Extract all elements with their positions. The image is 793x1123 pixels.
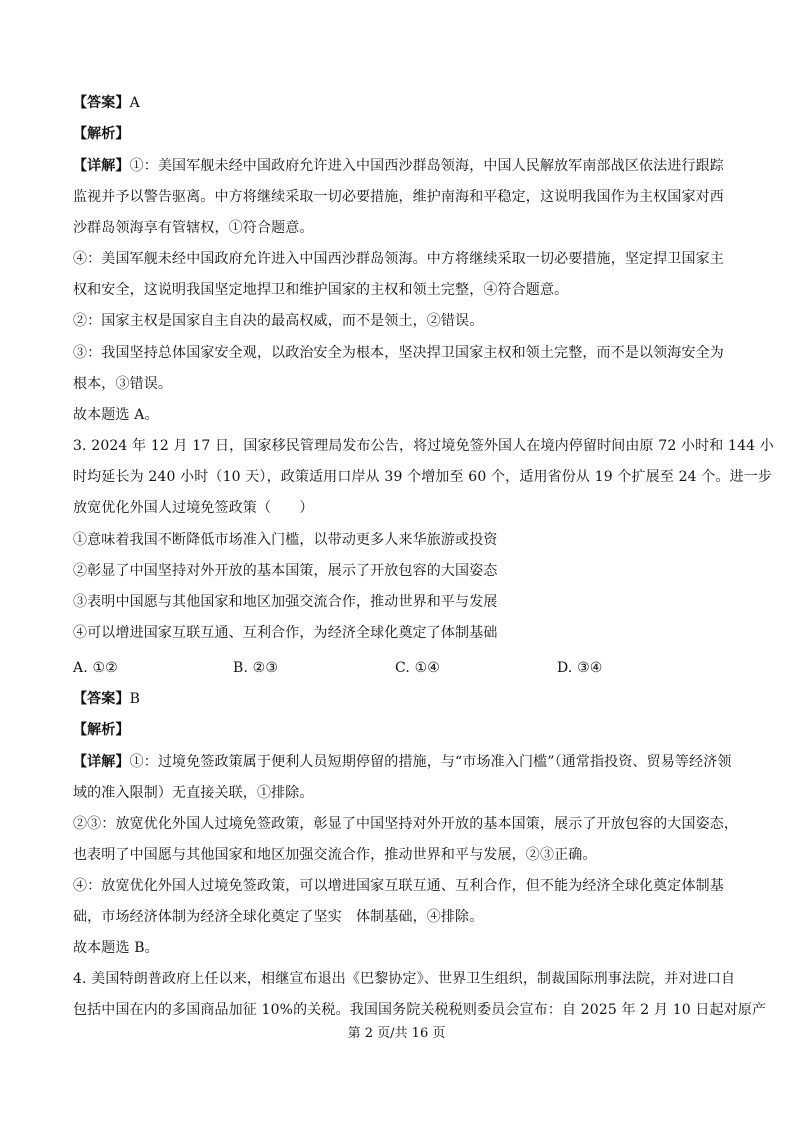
section-label: 【解析】 bbox=[73, 126, 130, 142]
line-text: 权和安全，这说明我国坚定地捍卫和维护国家的主权和领土完整，④符合题意。 bbox=[73, 282, 569, 298]
text-line bbox=[73, 846, 733, 864]
text-line bbox=[73, 562, 733, 580]
line-text: ④可以增进国家互联互通、互利合作，为经济全球化奠定了体制基础 bbox=[73, 625, 498, 641]
text-line bbox=[73, 815, 739, 833]
line-text: 放宽优化外国人过境免签政策（ ） bbox=[73, 500, 314, 516]
text-line bbox=[73, 219, 733, 237]
line-text: 时均延长为 240 小时（10 天），政策适用口岸从 39 个增加至 60 个，适用省份从 19 个扩展至 24 个。进一步 bbox=[73, 469, 773, 485]
line-text: ①：美国军舰未经中国政府允许进入中国西沙群岛领海，中国人民解放军南部战区依法进行跟踪 bbox=[129, 158, 724, 174]
line-text: 包括中国在内的多国商品加征 10%的关税。我国国务院关税税则委员会宣布：自 2025 年 2 月 10 日起对原产 bbox=[73, 1002, 767, 1018]
text-line bbox=[73, 784, 733, 802]
page-footer: 第 2 页/共 16 页 bbox=[347, 1026, 446, 1041]
text-line bbox=[73, 1001, 767, 1019]
text-line bbox=[73, 281, 733, 299]
text-line bbox=[73, 908, 733, 926]
text-line bbox=[73, 499, 733, 517]
text-line bbox=[73, 312, 733, 330]
text-line bbox=[73, 157, 733, 175]
line-text: ②③：放宽优化外国人过境免签政策，彰显了中国坚持对外开放的基本国策，展示了开放包容的大国姿态， bbox=[73, 816, 739, 832]
line-text: 3. 2024 年 12 月 17 日，国家移民管理局发布公告，将过境免签外国人在境内停留时间由原 72 小时和 144 小 bbox=[73, 438, 774, 454]
text-line bbox=[73, 468, 773, 486]
line-text: 故本题选 B。 bbox=[73, 940, 159, 956]
line-text: ④：美国军舰未经中国政府允许进入中国西沙群岛领海。中方将继续采取一切必要措施，坚定捍卫国家主 bbox=[73, 251, 724, 267]
text-line bbox=[73, 250, 733, 268]
line-text: B bbox=[129, 691, 141, 707]
text-line bbox=[73, 753, 733, 771]
text-line bbox=[73, 721, 733, 739]
line-text: 根本，③错误。 bbox=[73, 376, 173, 392]
option-d: D. ③④ bbox=[557, 660, 603, 676]
text-line bbox=[73, 125, 733, 143]
line-text: 域的准入限制）无直接关联，①排除。 bbox=[73, 785, 314, 801]
text-line bbox=[73, 406, 733, 424]
line-text: A bbox=[129, 95, 140, 111]
option-a: A. ①② bbox=[73, 660, 118, 676]
option-b: B. ②③ bbox=[233, 660, 279, 676]
line-text: ①意味着我国不断降低市场准入门槛，以带动更多人来华旅游或投资 bbox=[73, 532, 498, 548]
text-line bbox=[73, 877, 733, 895]
section-label: 【答案】 bbox=[73, 691, 130, 707]
line-text: ①：过境免签政策属于便利人员短期停留的措施，与“市场准入门槛”（通常指投资、贸易等经济领 bbox=[129, 754, 732, 770]
text-line bbox=[73, 531, 733, 549]
line-text: ②：国家主权是国家自主自决的最高权威，而不是领土，②错误。 bbox=[73, 313, 484, 329]
text-line bbox=[73, 94, 733, 112]
line-text: 础，市场经济体制为经济全球化奠定了坚实 体制基础，④排除。 bbox=[73, 909, 484, 925]
section-label: 【解析】 bbox=[73, 722, 130, 738]
line-text: 也表明了中国愿与其他国家和地区加强交流合作，推动世界和平与发展，②③正确。 bbox=[73, 847, 597, 863]
line-text: 沙群岛领海享有管辖权，①符合题意。 bbox=[73, 220, 314, 236]
line-text: ③表明中国愿与其他国家和地区加强交流合作，推动世界和平与发展 bbox=[73, 594, 498, 610]
line-text: 监视并予以警告驱离。中方将继续采取一切必要措施，维护南海和平稳定，这说明我国作为主权国家对西 bbox=[73, 189, 724, 205]
line-text: 故本题选 A。 bbox=[73, 407, 159, 423]
text-line bbox=[73, 188, 733, 206]
option-c: C. ①④ bbox=[395, 660, 440, 676]
text-line bbox=[73, 593, 733, 611]
line-text: 4. 美国特朗普政府上任以来，相继宣布退出《巴黎协定》、世界卫生组织，制裁国际刑事法院，并对进口自 bbox=[73, 971, 736, 987]
text-line bbox=[73, 624, 733, 642]
line-text: ④：放宽优化外国人过境免签政策，可以增进国家互联互通、互利合作，但不能为经济全球化奠定体制基 bbox=[73, 878, 724, 894]
section-label: 【详解】 bbox=[73, 754, 130, 770]
text-line bbox=[73, 344, 733, 362]
text-line bbox=[73, 437, 774, 455]
line-text: ③：我国坚持总体国家安全观，以政治安全为根本，坚决捍卫国家主权和领土完整，而不是以领海安全为 bbox=[73, 345, 724, 361]
line-text: ②彰显了中国坚持对外开放的基本国策，展示了开放包容的大国姿态 bbox=[73, 563, 498, 579]
text-line bbox=[73, 970, 736, 988]
section-label: 【详解】 bbox=[73, 158, 130, 174]
text-line bbox=[73, 690, 733, 708]
text-line bbox=[73, 375, 733, 393]
text-line bbox=[73, 939, 733, 957]
section-label: 【答案】 bbox=[73, 95, 130, 111]
